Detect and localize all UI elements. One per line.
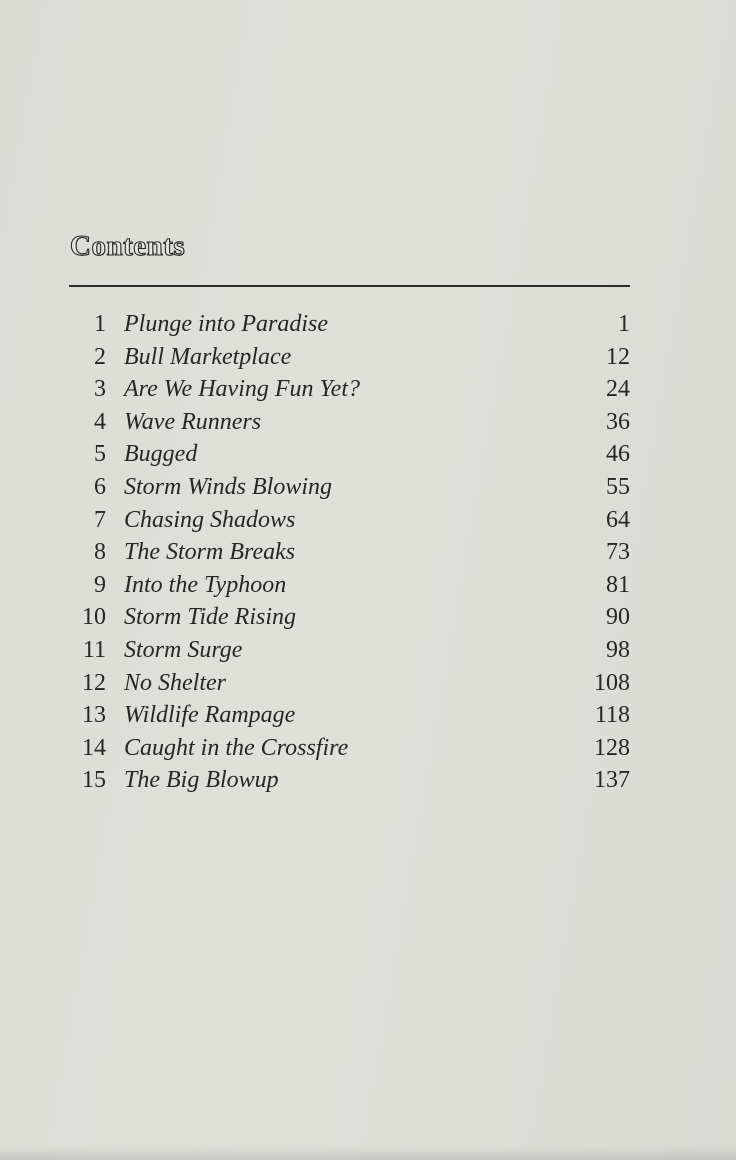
chapter-title: Caught in the Crossfire — [124, 734, 349, 761]
chapter-title: Chasing Shadows — [124, 506, 296, 533]
toc-entry — [80, 373, 632, 406]
chapter-page-number: 118 — [594, 702, 630, 729]
chapter-page-number: 90 — [606, 604, 630, 631]
chapter-number: 7 — [94, 506, 106, 533]
chapter-title: The Big Blowup — [124, 767, 279, 794]
chapter-page-number: 81 — [606, 571, 630, 598]
chapter-page-number: 64 — [606, 506, 630, 533]
chapter-title: Wildlife Rampage — [124, 702, 296, 729]
toc-entry — [80, 504, 632, 537]
chapter-number: 10 — [82, 604, 106, 631]
page-edge-shadow — [0, 1146, 736, 1160]
chapter-title: Into the Typhoon — [124, 571, 287, 598]
chapter-number: 1 — [94, 311, 106, 337]
chapter-title: Bull Marketplace — [124, 343, 292, 370]
toc-entry — [80, 308, 632, 341]
chapter-page-number: 24 — [606, 376, 630, 403]
toc-entry — [80, 536, 632, 569]
heading-rule — [69, 285, 630, 287]
chapter-title: Storm Tide Rising — [124, 604, 297, 631]
chapter-title: The Storm Breaks — [124, 539, 296, 566]
chapter-title: Plunge into Paradise — [124, 311, 328, 337]
toc-entry — [80, 667, 632, 700]
chapter-page-number: 73 — [606, 539, 630, 566]
chapter-number: 15 — [82, 767, 106, 794]
toc-entry — [80, 569, 632, 602]
chapter-number: 6 — [94, 473, 106, 500]
chapter-number: 13 — [82, 702, 106, 729]
chapter-page-number: 12 — [606, 343, 630, 370]
toc-entry — [80, 764, 632, 797]
toc-entry — [80, 438, 632, 471]
chapter-number: 9 — [94, 571, 106, 598]
chapter-page-number: 1 — [618, 311, 630, 337]
chapter-page-number: 128 — [594, 734, 630, 761]
chapter-page-number: 137 — [594, 767, 630, 794]
chapter-number: 11 — [82, 636, 106, 663]
chapter-title: Are We Having Fun Yet? — [124, 376, 360, 403]
chapter-title: Bugged — [124, 441, 198, 468]
toc-entry — [80, 406, 632, 439]
chapter-number: 3 — [94, 376, 106, 403]
chapter-title: Wave Runners — [124, 408, 262, 435]
contents-heading: Contents — [70, 230, 186, 262]
toc-entry — [80, 699, 632, 732]
table-of-contents — [80, 308, 632, 797]
chapter-page-number: 36 — [606, 408, 630, 435]
toc-entry — [80, 601, 632, 634]
chapter-title: Storm Winds Blowing — [124, 473, 333, 500]
chapter-number: 12 — [82, 669, 106, 696]
chapter-title: Storm Surge — [124, 636, 243, 663]
chapter-page-number: 46 — [606, 441, 630, 468]
chapter-page-number: 98 — [606, 636, 630, 663]
toc-entry — [80, 341, 632, 374]
toc-entry — [80, 634, 632, 667]
chapter-page-number: 108 — [594, 669, 630, 696]
chapter-title: No Shelter — [124, 669, 226, 696]
toc-entry — [80, 471, 632, 504]
chapter-number: 4 — [94, 408, 106, 435]
chapter-number: 5 — [94, 441, 106, 468]
chapter-number: 14 — [82, 734, 106, 761]
toc-entry — [80, 732, 632, 765]
chapter-number: 8 — [94, 539, 106, 566]
chapter-page-number: 55 — [606, 473, 630, 500]
chapter-number: 2 — [94, 343, 106, 370]
